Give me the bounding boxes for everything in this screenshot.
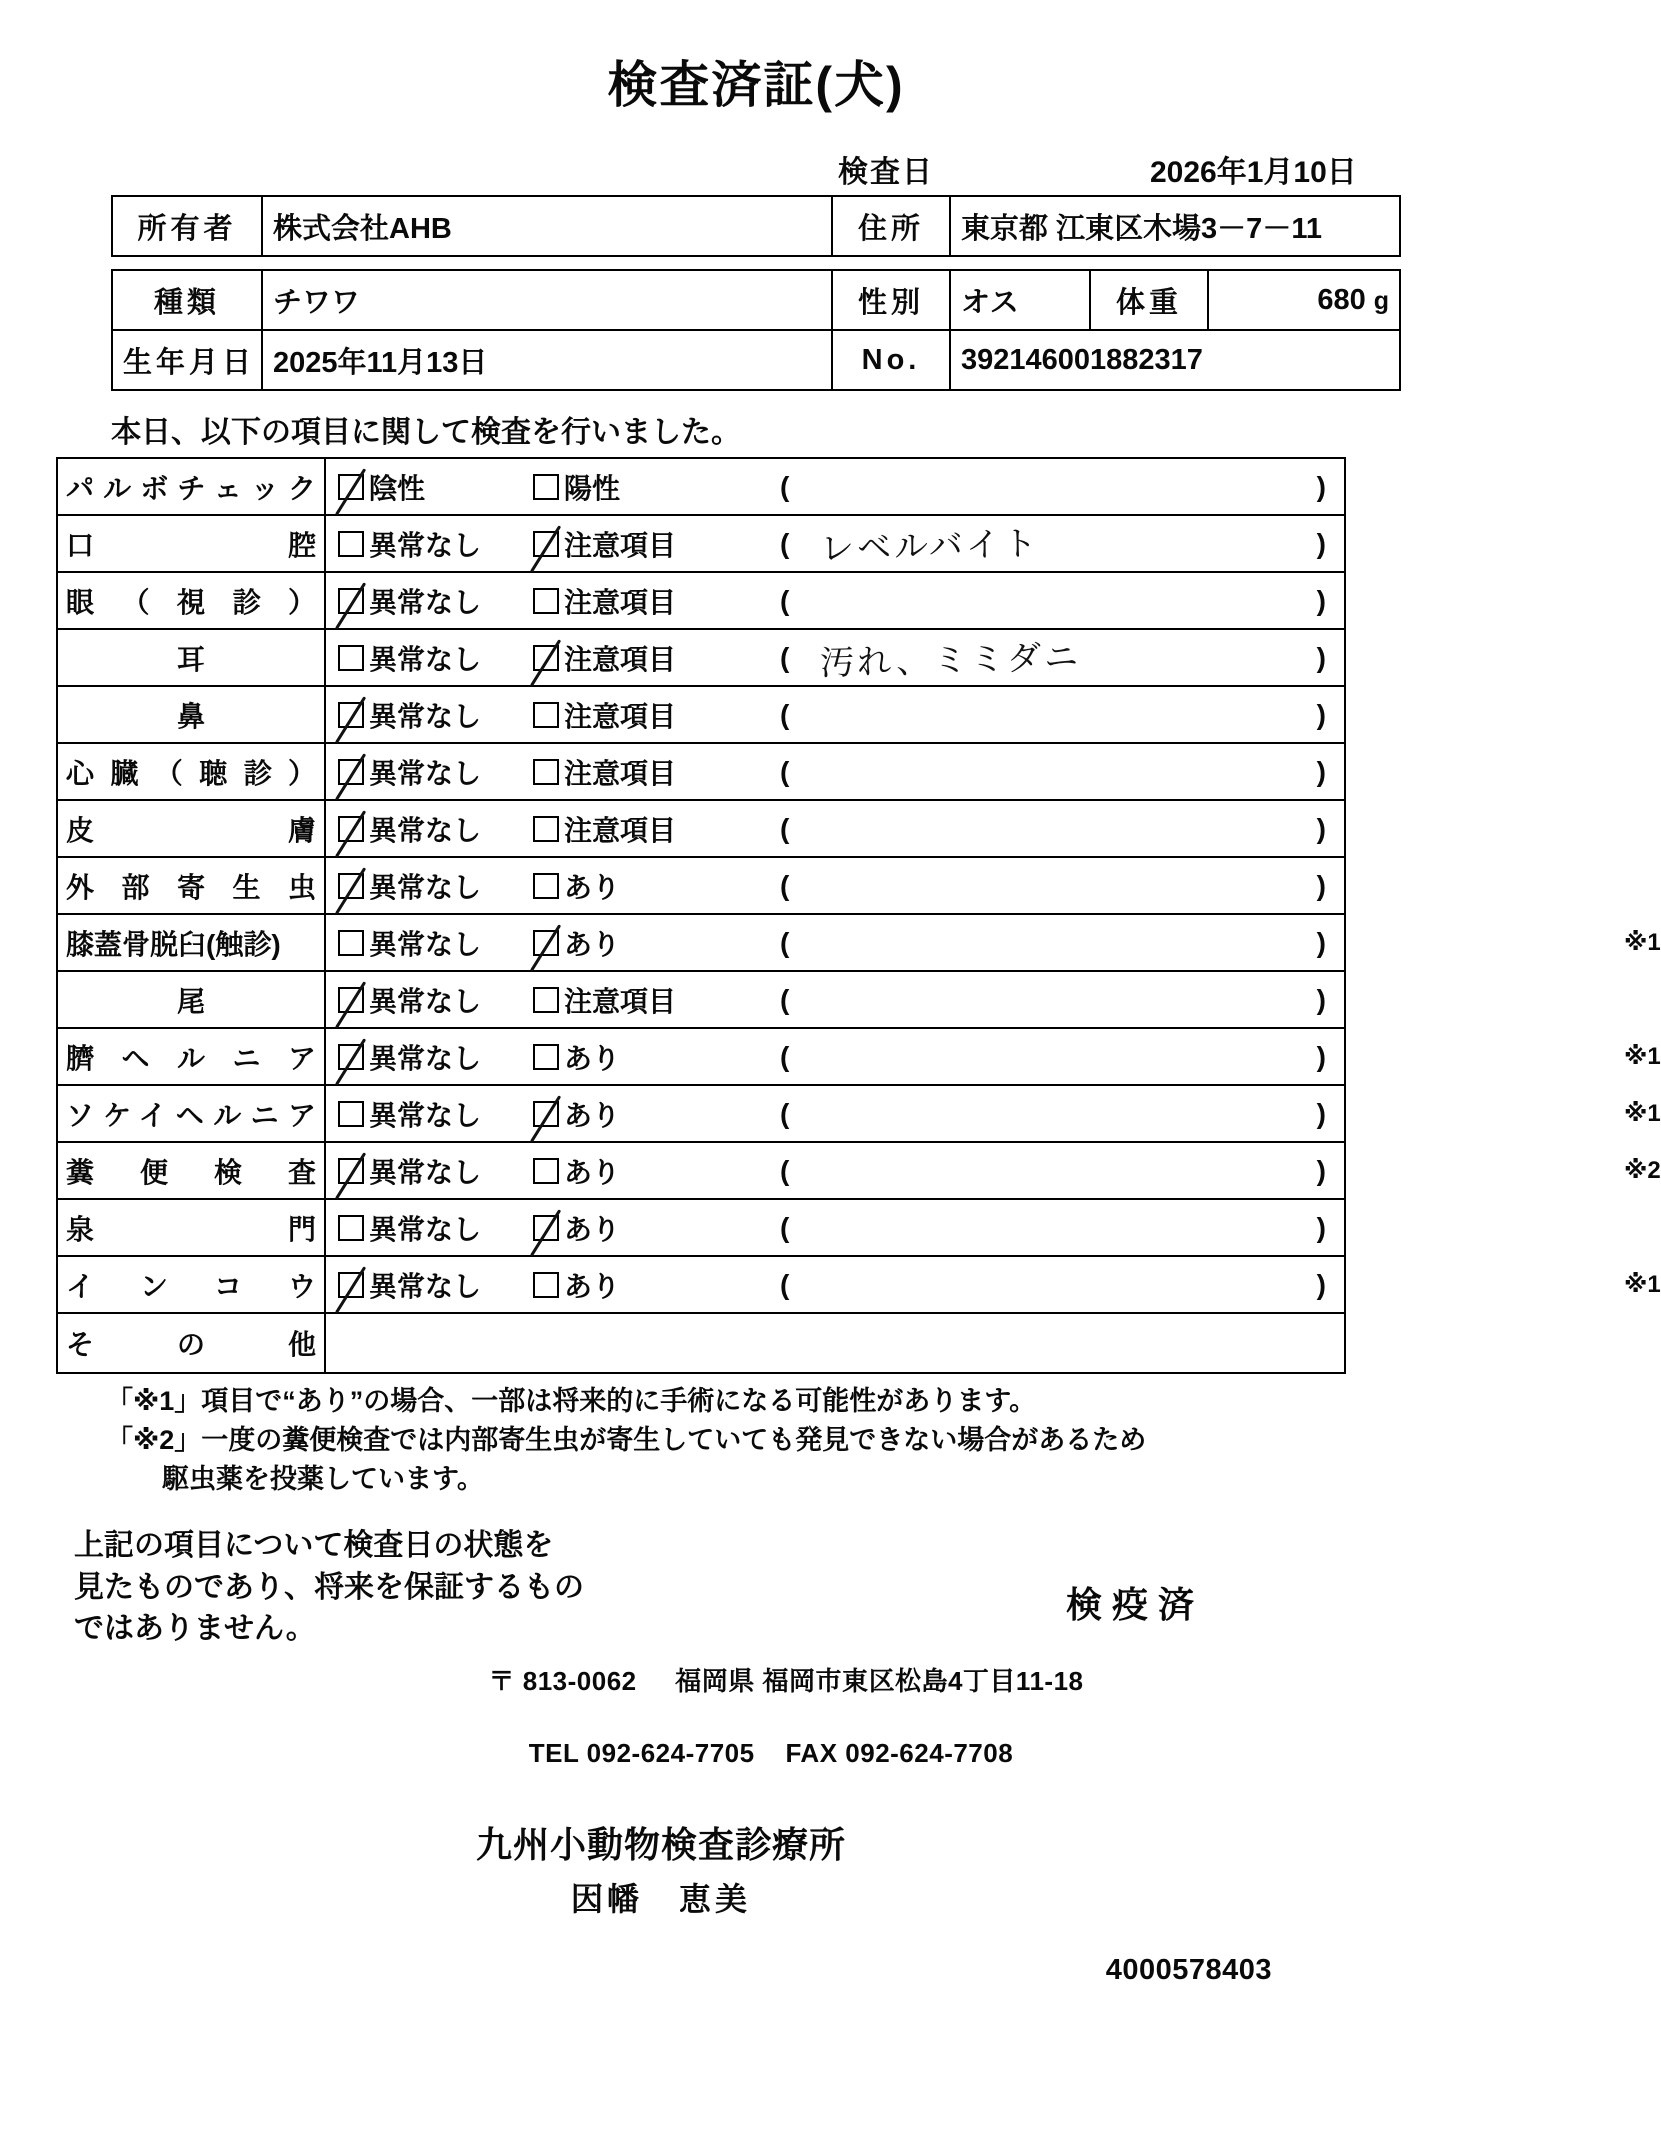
footnotes bbox=[106, 1382, 1406, 1499]
checklist-options-cell bbox=[325, 800, 1345, 857]
checklist-option-row bbox=[326, 972, 1344, 1027]
checkbox-option-label: 注意項目 bbox=[564, 814, 677, 846]
footnote-1: 「※1」項目で“あり”の場合、一部は将来的に手術になる可能性があります。 bbox=[106, 1386, 1037, 1416]
owner-label: 所有者 bbox=[112, 196, 262, 256]
checklist-options-cell bbox=[325, 971, 1345, 1028]
checklist-options-cell bbox=[325, 857, 1345, 914]
checkbox-option-label: 異常なし bbox=[369, 586, 482, 618]
handwritten-remark: レベルバイト bbox=[819, 523, 1041, 569]
weight-value: 680 bbox=[1317, 283, 1366, 316]
no-value: 392146001882317 bbox=[950, 330, 1400, 390]
remark-field[interactable] bbox=[768, 1212, 1344, 1244]
clinic-tel: TEL 092-624-7705 bbox=[528, 1738, 755, 1769]
remark-field[interactable] bbox=[768, 471, 1344, 503]
checkbox-option-label: あり bbox=[564, 1042, 621, 1074]
remark-field[interactable] bbox=[768, 1041, 1344, 1073]
close-paren: ) bbox=[1316, 584, 1326, 616]
checked-checkbox-icon[interactable] bbox=[338, 816, 364, 842]
checklist-options-cell bbox=[325, 1085, 1661, 1142]
close-paren: ) bbox=[1316, 755, 1326, 787]
checklist-item-name: ソケイヘルニア bbox=[66, 1099, 316, 1131]
checkbox-option-1[interactable] bbox=[326, 752, 533, 792]
checklist-options-cell bbox=[325, 914, 1661, 971]
checked-checkbox-icon[interactable] bbox=[338, 759, 364, 785]
checkbox-option-label: 注意項目 bbox=[564, 586, 677, 618]
remark-field[interactable] bbox=[768, 927, 1344, 959]
checklist-item-label bbox=[57, 629, 325, 686]
owner-value: 株式会社AHB bbox=[262, 196, 832, 256]
sex-value: オス bbox=[950, 270, 1090, 330]
checkbox-option-1[interactable] bbox=[326, 581, 533, 621]
checklist-wrapper bbox=[56, 457, 1661, 1374]
table-row bbox=[57, 458, 1345, 515]
checklist-option-row bbox=[326, 858, 1344, 913]
checklist-item-name: 皮 膚 bbox=[66, 814, 316, 846]
checkbox-option-label: あり bbox=[564, 928, 621, 960]
close-paren: ) bbox=[1316, 983, 1326, 1015]
checklist-options-cell bbox=[325, 1256, 1661, 1313]
breed-value: チワワ bbox=[262, 270, 832, 330]
open-paren: ( bbox=[780, 698, 790, 730]
remark-field[interactable] bbox=[768, 1269, 1344, 1301]
checkbox-option-1[interactable] bbox=[326, 695, 533, 735]
table-row-breed bbox=[112, 270, 1400, 330]
close-paren: ) bbox=[1316, 527, 1326, 559]
checkbox-option-label: 注意項目 bbox=[564, 700, 677, 732]
checkbox-option-1[interactable] bbox=[326, 638, 533, 678]
remark-field[interactable] bbox=[768, 984, 1344, 1016]
checklist-item-name: 心臓（聴診） bbox=[66, 757, 316, 789]
checkbox-option-label: 陽性 bbox=[564, 472, 621, 504]
checkbox-option-2[interactable] bbox=[533, 809, 768, 849]
empty-checkbox-icon[interactable] bbox=[533, 588, 559, 614]
empty-checkbox-icon[interactable] bbox=[533, 873, 559, 899]
checklist-item-label bbox=[57, 458, 325, 515]
empty-checkbox-icon[interactable] bbox=[533, 702, 559, 728]
empty-checkbox-icon[interactable] bbox=[533, 759, 559, 785]
open-paren: ( bbox=[780, 641, 790, 673]
footnote-marker: ※1 bbox=[1624, 929, 1661, 956]
table-row bbox=[57, 743, 1345, 800]
checkbox-option-label: 異常なし bbox=[369, 985, 482, 1017]
checkbox-option-1[interactable] bbox=[326, 1094, 533, 1134]
serial-number: 4000578403 bbox=[1105, 1954, 1272, 1987]
checkbox-option-2[interactable] bbox=[533, 866, 768, 906]
remark-field[interactable] bbox=[768, 813, 1344, 845]
close-paren: ) bbox=[1316, 470, 1326, 502]
table-row bbox=[57, 572, 1345, 629]
empty-checkbox-icon[interactable] bbox=[533, 474, 559, 500]
empty-checkbox-icon[interactable] bbox=[338, 1101, 364, 1127]
table-row bbox=[57, 1142, 1345, 1199]
checkbox-option-label: あり bbox=[564, 1156, 621, 1188]
checkbox-option-2[interactable] bbox=[533, 1151, 768, 1191]
checklist-option-row bbox=[326, 459, 1344, 514]
table-row bbox=[57, 515, 1345, 572]
checklist-option-row bbox=[326, 1200, 1344, 1255]
checkbox-option-label: あり bbox=[564, 1099, 621, 1131]
checklist-options-cell bbox=[325, 1028, 1661, 1085]
close-paren: ) bbox=[1316, 869, 1326, 901]
checklist-item-label bbox=[57, 515, 325, 572]
clinic-postal-code: 813-0062 bbox=[522, 1666, 637, 1697]
checked-checkbox-icon[interactable] bbox=[533, 645, 559, 671]
remark-field[interactable] bbox=[768, 1098, 1344, 1130]
checkbox-option-label: 陰性 bbox=[369, 472, 426, 504]
checklist-item-label bbox=[57, 572, 325, 629]
postal-mark-icon: 〒 bbox=[488, 1666, 515, 1697]
checked-checkbox-icon[interactable] bbox=[533, 1101, 559, 1127]
clinic-name: 九州小動物検査診療所 bbox=[475, 1824, 846, 1866]
empty-checkbox-icon[interactable] bbox=[533, 1044, 559, 1070]
checkbox-option-1[interactable] bbox=[326, 809, 533, 849]
checklist-item-name: 尾 bbox=[176, 985, 205, 1017]
checkbox-option-label: 異常なし bbox=[369, 1270, 482, 1302]
clinic-address-line bbox=[0, 1661, 1512, 1698]
checkbox-option-2[interactable] bbox=[533, 1037, 768, 1077]
open-paren: ( bbox=[780, 470, 790, 502]
checklist-item-label bbox=[57, 686, 325, 743]
close-paren: ) bbox=[1316, 1040, 1326, 1072]
weight-unit: g bbox=[1373, 286, 1389, 315]
checkbox-option-1[interactable] bbox=[326, 524, 533, 564]
open-paren: ( bbox=[780, 1154, 790, 1186]
checklist-item-label bbox=[57, 857, 325, 914]
checkbox-option-2[interactable] bbox=[533, 1208, 768, 1248]
other-label: その他 bbox=[66, 1329, 316, 1360]
checklist-item-name: 臍ヘルニア bbox=[66, 1042, 316, 1074]
checkbox-option-label: 注意項目 bbox=[564, 643, 677, 675]
checklist-item-label bbox=[57, 1256, 325, 1313]
owner-info-table bbox=[111, 195, 1401, 257]
checkbox-option-1[interactable] bbox=[326, 866, 533, 906]
checkbox-option-label: 異常なし bbox=[369, 700, 482, 732]
table-row bbox=[57, 1256, 1345, 1313]
other-label-cell bbox=[57, 1313, 325, 1373]
checklist-item-name: 泉 門 bbox=[66, 1213, 316, 1245]
close-paren: ) bbox=[1316, 926, 1326, 958]
close-paren: ) bbox=[1316, 812, 1326, 844]
checklist-options-cell bbox=[325, 743, 1345, 800]
empty-checkbox-icon[interactable] bbox=[338, 645, 364, 671]
remark-field[interactable] bbox=[768, 870, 1344, 902]
checklist-option-row bbox=[326, 687, 1344, 742]
checkbox-option-2[interactable] bbox=[533, 752, 768, 792]
checklist-item-label bbox=[57, 1142, 325, 1199]
intro-sentence: 本日、以下の項目に関して検査を行いました。 bbox=[111, 416, 741, 449]
checklist-options-cell bbox=[325, 686, 1345, 743]
checked-checkbox-icon[interactable] bbox=[338, 1272, 364, 1298]
checklist-options-cell bbox=[325, 1142, 1661, 1199]
checklist-item-label bbox=[57, 800, 325, 857]
footnote-marker: ※1 bbox=[1624, 1043, 1661, 1070]
open-paren: ( bbox=[780, 869, 790, 901]
checkbox-option-1[interactable] bbox=[326, 923, 533, 963]
birth-value: 2025年11月13日 bbox=[262, 330, 832, 390]
checked-checkbox-icon[interactable] bbox=[338, 987, 364, 1013]
checkbox-option-label: 異常なし bbox=[369, 757, 482, 789]
remark-field[interactable] bbox=[768, 585, 1344, 617]
other-value[interactable] bbox=[325, 1313, 1345, 1373]
checked-checkbox-icon[interactable] bbox=[533, 1215, 559, 1241]
closing-block bbox=[56, 1525, 1456, 1655]
checklist-option-row bbox=[326, 915, 1661, 970]
checkbox-option-2[interactable] bbox=[533, 923, 768, 963]
remark-field[interactable] bbox=[768, 699, 1344, 731]
closing-line-2: 見たものであり、将来を保証するもの bbox=[74, 1570, 584, 1604]
footnote-marker: ※2 bbox=[1624, 1157, 1661, 1184]
veterinarian-name: 因幡 恵美 bbox=[570, 1881, 751, 1918]
checkbox-option-label: あり bbox=[564, 1213, 621, 1245]
checkbox-option-label: 異常なし bbox=[369, 1213, 482, 1245]
closing-statement bbox=[74, 1525, 584, 1649]
close-paren: ) bbox=[1316, 1154, 1326, 1186]
checklist-option-row bbox=[326, 1143, 1661, 1198]
close-paren: ) bbox=[1316, 1211, 1326, 1243]
checklist-option-row bbox=[326, 1257, 1661, 1312]
checklist-item-label bbox=[57, 1085, 325, 1142]
empty-checkbox-icon[interactable] bbox=[533, 1272, 559, 1298]
closing-line-1: 上記の項目について検査日の状態を bbox=[74, 1529, 554, 1563]
handwritten-remark: 汚れ、ミミダニ bbox=[819, 636, 1082, 684]
checkbox-option-1[interactable] bbox=[326, 980, 533, 1020]
checkbox-option-1[interactable] bbox=[326, 1151, 533, 1191]
checklist-item-name: 外部寄生虫 bbox=[66, 871, 316, 903]
checklist-item-label bbox=[57, 914, 325, 971]
clinic-contact-line bbox=[0, 1738, 1512, 1769]
checkbox-option-label: 異常なし bbox=[369, 529, 482, 561]
checklist-options-cell bbox=[325, 515, 1345, 572]
close-paren: ) bbox=[1316, 1097, 1326, 1129]
remark-field[interactable] bbox=[768, 756, 1344, 788]
exam-date-value: 2026年1月10日 bbox=[1150, 156, 1357, 189]
table-row-owner bbox=[112, 196, 1400, 256]
checklist-option-row bbox=[326, 573, 1344, 628]
clinic-address: 福岡県 福岡市東区松島4丁目11-18 bbox=[675, 1666, 1084, 1697]
checklist-options-cell bbox=[325, 458, 1345, 515]
checklist-option-row bbox=[326, 1029, 1661, 1084]
address-label: 住所 bbox=[832, 196, 950, 256]
closing-line-3: ではありません。 bbox=[74, 1612, 316, 1646]
table-row bbox=[57, 629, 1345, 686]
empty-checkbox-icon[interactable] bbox=[338, 1215, 364, 1241]
checkbox-option-label: あり bbox=[564, 1270, 621, 1302]
checklist-options-cell bbox=[325, 1199, 1345, 1256]
checkbox-option-2[interactable] bbox=[533, 467, 768, 507]
checklist-item-name: 糞便検査 bbox=[66, 1156, 316, 1188]
open-paren: ( bbox=[780, 527, 790, 559]
open-paren: ( bbox=[780, 983, 790, 1015]
open-paren: ( bbox=[780, 1040, 790, 1072]
open-paren: ( bbox=[780, 1211, 790, 1243]
checked-checkbox-icon[interactable] bbox=[338, 474, 364, 500]
table-row bbox=[57, 686, 1345, 743]
breed-label: 種類 bbox=[112, 270, 262, 330]
table-row-other bbox=[57, 1313, 1345, 1373]
birth-label: 生年月日 bbox=[112, 330, 262, 390]
address-value: 東京都 江東区木場3－7－11 bbox=[950, 196, 1400, 256]
checkbox-option-label: 異常なし bbox=[369, 928, 482, 960]
checklist-item-label bbox=[57, 1028, 325, 1085]
table-row bbox=[57, 971, 1345, 1028]
close-paren: ) bbox=[1316, 1268, 1326, 1300]
empty-checkbox-icon[interactable] bbox=[533, 816, 559, 842]
checklist-item-name: 口 腔 bbox=[66, 529, 316, 561]
table-row bbox=[57, 1085, 1345, 1142]
checkbox-option-label: 注意項目 bbox=[564, 529, 677, 561]
checkbox-option-label: 異常なし bbox=[369, 1099, 482, 1131]
animal-info-table bbox=[111, 269, 1401, 391]
checkbox-option-label: 注意項目 bbox=[564, 757, 677, 789]
checklist-option-row bbox=[326, 516, 1344, 571]
checkbox-option-2[interactable] bbox=[533, 695, 768, 735]
checked-checkbox-icon[interactable] bbox=[533, 531, 559, 557]
checkbox-option-label: 異常なし bbox=[369, 871, 482, 903]
checkbox-option-2[interactable] bbox=[533, 1265, 768, 1305]
page-title: 検査済証(犬) bbox=[607, 57, 905, 113]
open-paren: ( bbox=[780, 1268, 790, 1300]
empty-checkbox-icon[interactable] bbox=[533, 1158, 559, 1184]
table-row bbox=[57, 1199, 1345, 1256]
checklist-item-name: パルボチェック bbox=[66, 472, 316, 504]
remark-field[interactable] bbox=[768, 1155, 1344, 1187]
checked-checkbox-icon[interactable] bbox=[338, 702, 364, 728]
checklist-option-row bbox=[326, 630, 1344, 685]
open-paren: ( bbox=[780, 584, 790, 616]
remark-field[interactable] bbox=[768, 523, 1344, 569]
table-row bbox=[57, 800, 1345, 857]
checked-checkbox-icon[interactable] bbox=[338, 1044, 364, 1070]
weight-label: 体重 bbox=[1090, 270, 1208, 330]
checkbox-option-1[interactable] bbox=[326, 467, 533, 507]
checkbox-option-label: 異常なし bbox=[369, 814, 482, 846]
remark-field[interactable] bbox=[768, 636, 1344, 684]
checkbox-option-2[interactable] bbox=[533, 1094, 768, 1134]
empty-checkbox-icon[interactable] bbox=[338, 531, 364, 557]
checklist-item-name: 膝蓋骨脱臼(触診) bbox=[66, 928, 281, 960]
table-row bbox=[57, 914, 1345, 971]
checkbox-option-1[interactable] bbox=[326, 1037, 533, 1077]
checkbox-option-label: 異常なし bbox=[369, 1042, 482, 1074]
footnote-marker: ※1 bbox=[1624, 1100, 1661, 1127]
checkbox-option-2[interactable] bbox=[533, 581, 768, 621]
checkbox-option-2[interactable] bbox=[533, 980, 768, 1020]
checkbox-option-1[interactable] bbox=[326, 1265, 533, 1305]
checklist-item-label bbox=[57, 1199, 325, 1256]
empty-checkbox-icon[interactable] bbox=[533, 987, 559, 1013]
checked-checkbox-icon[interactable] bbox=[338, 588, 364, 614]
no-label: No. bbox=[832, 330, 950, 390]
table-row bbox=[57, 857, 1345, 914]
checklist-options-cell bbox=[325, 629, 1345, 686]
table-row-birth bbox=[112, 330, 1400, 390]
checklist-option-row bbox=[326, 801, 1344, 856]
checkbox-option-label: あり bbox=[564, 871, 621, 903]
footnote-2-line1: 「※2」一度の糞便検査では内部寄生虫が寄生していても発見できない場合があるため bbox=[106, 1425, 1147, 1456]
checkbox-option-2[interactable] bbox=[533, 638, 768, 678]
quarantine-stamp: 検疫済 bbox=[1066, 1584, 1205, 1626]
footnote-marker: ※1 bbox=[1624, 1271, 1661, 1298]
sex-label: 性別 bbox=[832, 270, 950, 330]
checkbox-option-1[interactable] bbox=[326, 1208, 533, 1248]
open-paren: ( bbox=[780, 926, 790, 958]
close-paren: ) bbox=[1316, 641, 1326, 673]
checklist-option-row bbox=[326, 1086, 1661, 1141]
close-paren: ) bbox=[1316, 698, 1326, 730]
checklist-item-label bbox=[57, 971, 325, 1028]
checklist-option-row bbox=[326, 744, 1344, 799]
open-paren: ( bbox=[780, 1097, 790, 1129]
checkbox-option-label: 異常なし bbox=[369, 1156, 482, 1188]
weight-value-cell bbox=[1208, 270, 1400, 330]
open-paren: ( bbox=[780, 755, 790, 787]
checkbox-option-2[interactable] bbox=[533, 524, 768, 564]
empty-checkbox-icon[interactable] bbox=[338, 930, 364, 956]
checklist-item-name: 眼（視診） bbox=[66, 586, 316, 618]
checked-checkbox-icon[interactable] bbox=[533, 930, 559, 956]
checked-checkbox-icon[interactable] bbox=[338, 873, 364, 899]
checklist-item-name: 鼻 bbox=[176, 700, 205, 732]
inspection-checklist-table bbox=[56, 457, 1661, 1374]
checklist-options-cell bbox=[325, 572, 1345, 629]
footnote-2-line2: 駆虫薬を投薬しています。 bbox=[162, 1464, 484, 1495]
checked-checkbox-icon[interactable] bbox=[338, 1158, 364, 1184]
checklist-item-name: インコウ bbox=[66, 1270, 316, 1302]
open-paren: ( bbox=[780, 812, 790, 844]
exam-date-line bbox=[0, 147, 1512, 189]
clinic-fax: FAX 092-624-7708 bbox=[785, 1738, 1014, 1769]
checkbox-option-label: 注意項目 bbox=[564, 985, 677, 1017]
checklist-item-label bbox=[57, 743, 325, 800]
exam-date-label: 検査日 bbox=[838, 156, 934, 189]
table-row bbox=[57, 1028, 1345, 1085]
checkbox-option-label: 異常なし bbox=[369, 643, 482, 675]
checklist-item-name: 耳 bbox=[176, 643, 205, 675]
